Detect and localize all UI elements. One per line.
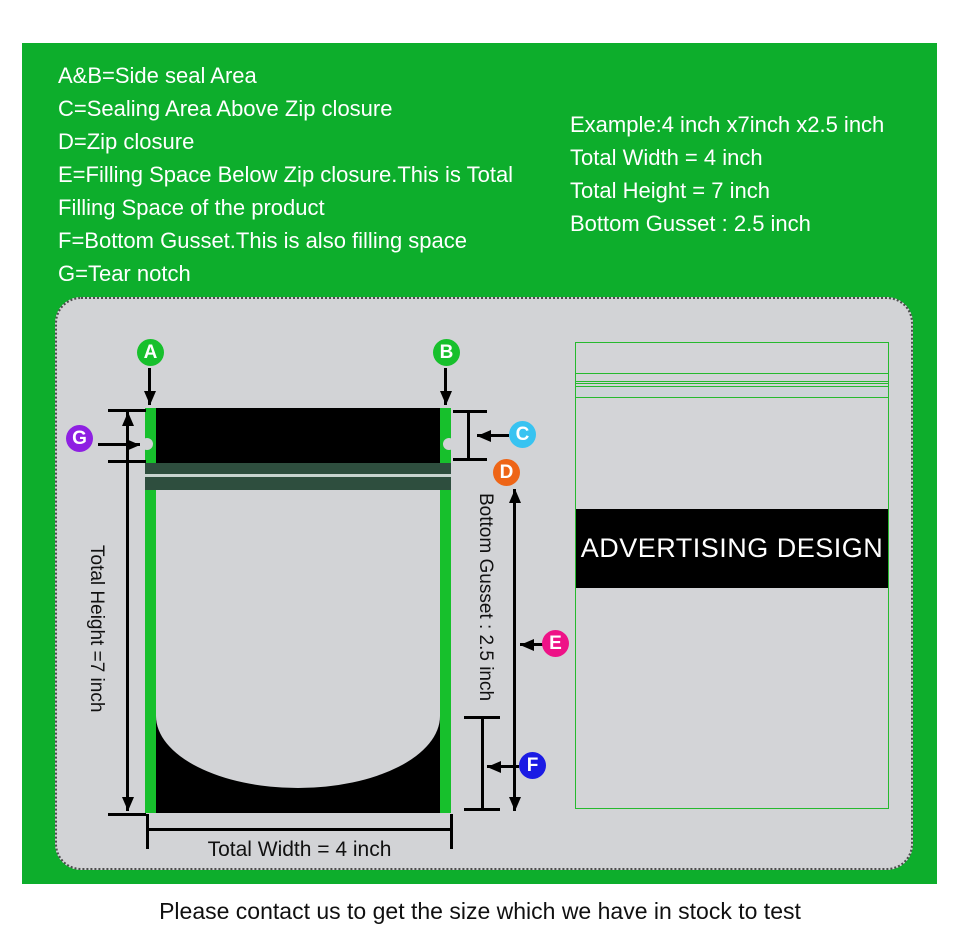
marker-g-arrow (98, 443, 140, 446)
total-width-label: Total Width = 4 inch (207, 838, 392, 861)
advertising-pouch (575, 342, 889, 809)
seal-bracket-tick-top (453, 410, 487, 413)
legend-line: F=Bottom Gusset.This is also filling space (58, 228, 467, 253)
marker-f-arrow (487, 765, 519, 768)
example-line: Total Height = 7 inch (570, 178, 770, 203)
pouch-top-line (576, 373, 888, 374)
legend-line: C=Sealing Area Above Zip closure (58, 96, 393, 121)
total-height-label: Total Height =7 inch (86, 545, 107, 713)
seal-bracket-tick-bottom (453, 458, 487, 461)
marker-b-arrow (444, 368, 447, 405)
marker-d: D (493, 459, 520, 486)
legend (58, 59, 513, 290)
marker-g: G (66, 425, 93, 452)
marker-c-arrow (477, 434, 509, 437)
advertising-band: ADVERTISING DESIGN (576, 509, 888, 588)
legend-line: G=Tear notch (58, 261, 191, 286)
example-line: Total Width = 4 inch (570, 145, 763, 170)
pouch-seal-line (576, 381, 888, 382)
marker-f: F (519, 752, 546, 779)
height-dimension-line (126, 412, 129, 811)
example-line: Bottom Gusset : 2.5 inch (570, 211, 811, 236)
seal-bracket-line (467, 412, 470, 460)
marker-c: C (509, 421, 536, 448)
legend-line: E=Filling Space Below Zip closure.This is Total (58, 162, 514, 187)
pouch-top-seal-area (156, 408, 440, 463)
footer-message: Please contact us to get the size which we have in stock to test (159, 898, 801, 924)
legend-line: Filling Space of the product (58, 195, 325, 220)
bottom-gusset-label: Bottom Gusset : 2.5 inch (475, 493, 496, 702)
legend-line: D=Zip closure (58, 129, 195, 154)
legend-line: A&B=Side seal Area (58, 63, 257, 88)
width-dimension-line (147, 828, 452, 831)
example-line: Example:4 inch x7inch x2.5 inch (570, 112, 885, 137)
marker-e-arrow (520, 643, 543, 646)
marker-a: A (137, 339, 164, 366)
marker-b: B (433, 339, 460, 366)
gusset-bracket-line (481, 718, 484, 811)
pouch-filling-space (156, 490, 440, 788)
pouch-seal-line (576, 383, 888, 384)
pouch-zip-channel (576, 386, 888, 398)
tear-notch-left (141, 438, 153, 450)
tear-notch-right (443, 438, 455, 450)
filling-space-dimension-line (513, 489, 516, 811)
marker-a-arrow (148, 368, 151, 405)
example-size-block (570, 108, 884, 240)
zip-closure-line (145, 474, 451, 477)
height-extension-tick-bottom (108, 813, 146, 816)
marker-e: E (542, 630, 569, 657)
